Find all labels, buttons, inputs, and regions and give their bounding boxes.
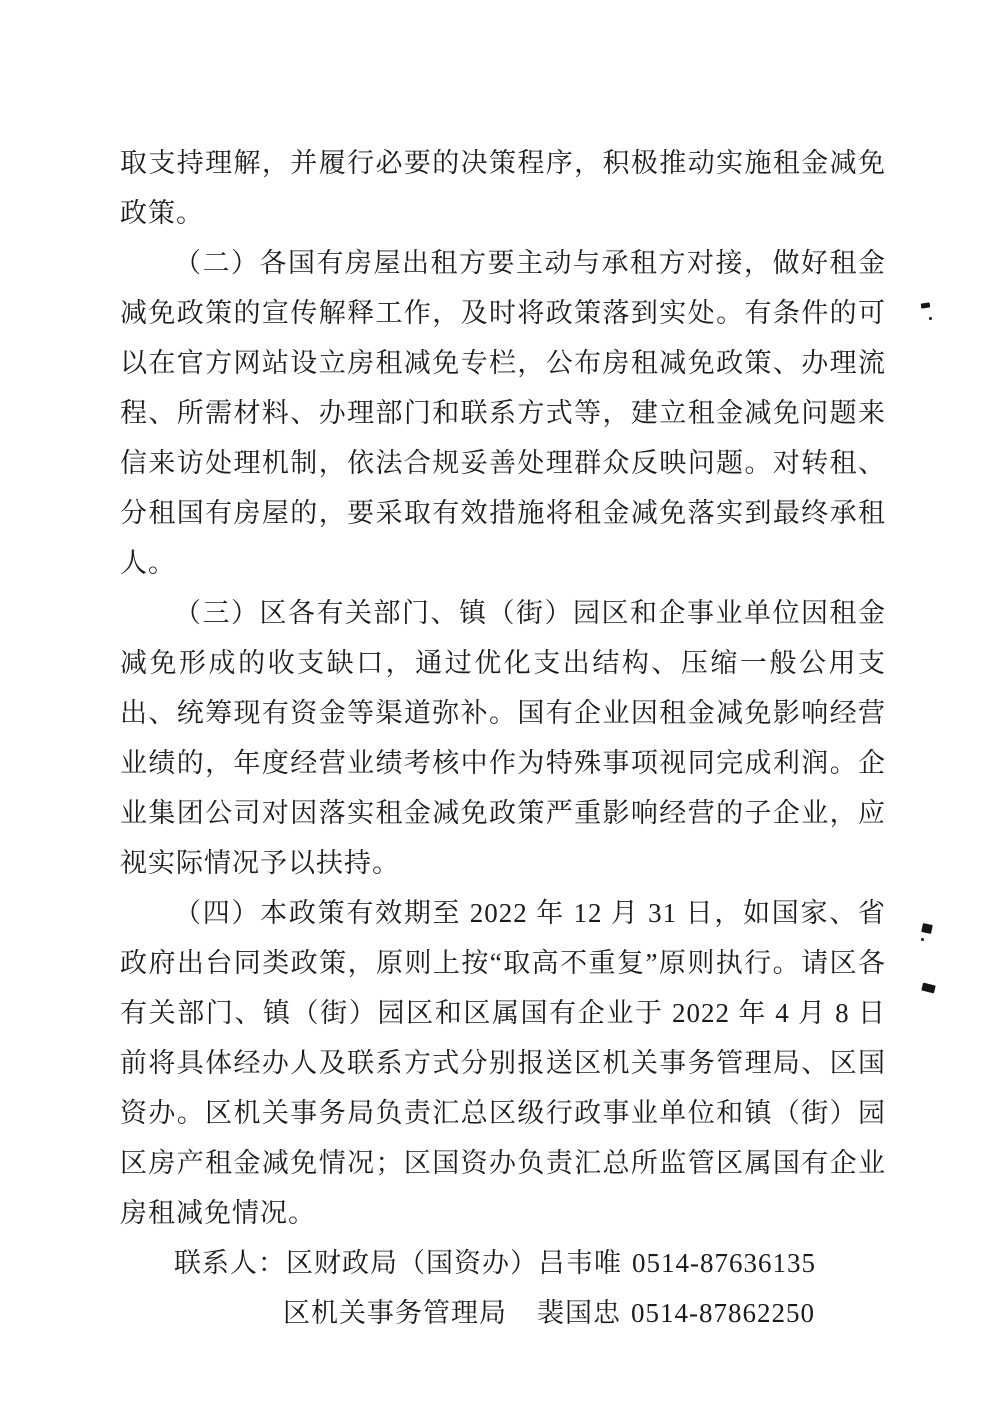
ink-speck [929, 317, 932, 320]
contact-label: 联系人： [174, 1248, 286, 1278]
ink-speck [921, 983, 936, 994]
contact-line-finance-bureau [120, 1238, 886, 1288]
document-body [120, 138, 886, 1338]
paragraph-continuation: 取支持理解，并履行必要的决策程序，积极推动实施租金减免政策。 [120, 148, 886, 228]
contact-phone-number: 0514-87636135 [632, 1248, 816, 1278]
ink-speck [921, 938, 924, 941]
contact-line-admin-bureau [120, 1288, 886, 1338]
contact-person-name: 裴国忠 [537, 1298, 621, 1328]
contact-phone-number: 0514-87862250 [631, 1298, 815, 1328]
contact-person-name: 吕韦唯 [538, 1248, 622, 1278]
ink-speck [921, 302, 931, 308]
paragraph-item-3: （三）区各有关部门、镇（街）园区和企事业单位因租金减免形成的收支缺口，通过优化支出结构、压缩一般公用支出、统筹现有资金等渠道弥补。国有企业因租金减免影响经营业绩的，年度经营业绩考核中作为特殊事项视同完成利润。企业集团公司对因落实租金减免政策严重影响经营的子企业，应视实际情况予以扶持。 [120, 598, 886, 878]
paragraph-item-4: （四）本政策有效期至 2022 年 12 月 31 日，如国家、省政府出台同类政策，原则上按“取高不重复”原则执行。请区各有关部门、镇（街）园区和区属国有企业于 2022 年 4 月 8 日前将具体经办人及联系方式分别报送区机关事务管理局、区国资办。区机关事务局负责汇总区级行政事业单位和镇（街）园区房产租金减免情况；区国资办负责汇总所监管区属国有企业房租减免情况。 [120, 898, 886, 1228]
contact-department: 区财政局（国资办） [286, 1248, 538, 1278]
ink-speck [921, 923, 933, 934]
paragraph-item-2: （二）各国有房屋出租方要主动与承租方对接，做好租金减免政策的宣传解释工作，及时将政策落到实处。有条件的可以在官方网站设立房租减免专栏，公布房租减免政策、办理流程、所需材料、办理部门和联系方式等，建立租金减免问题来信来访处理机制，依法合规妥善处理群众反映问题。对转租、分租国有房屋的，要采取有效措施将租金减免落实到最终承租人。 [120, 248, 886, 578]
contact-department: 区机关事务管理局 [283, 1298, 507, 1328]
